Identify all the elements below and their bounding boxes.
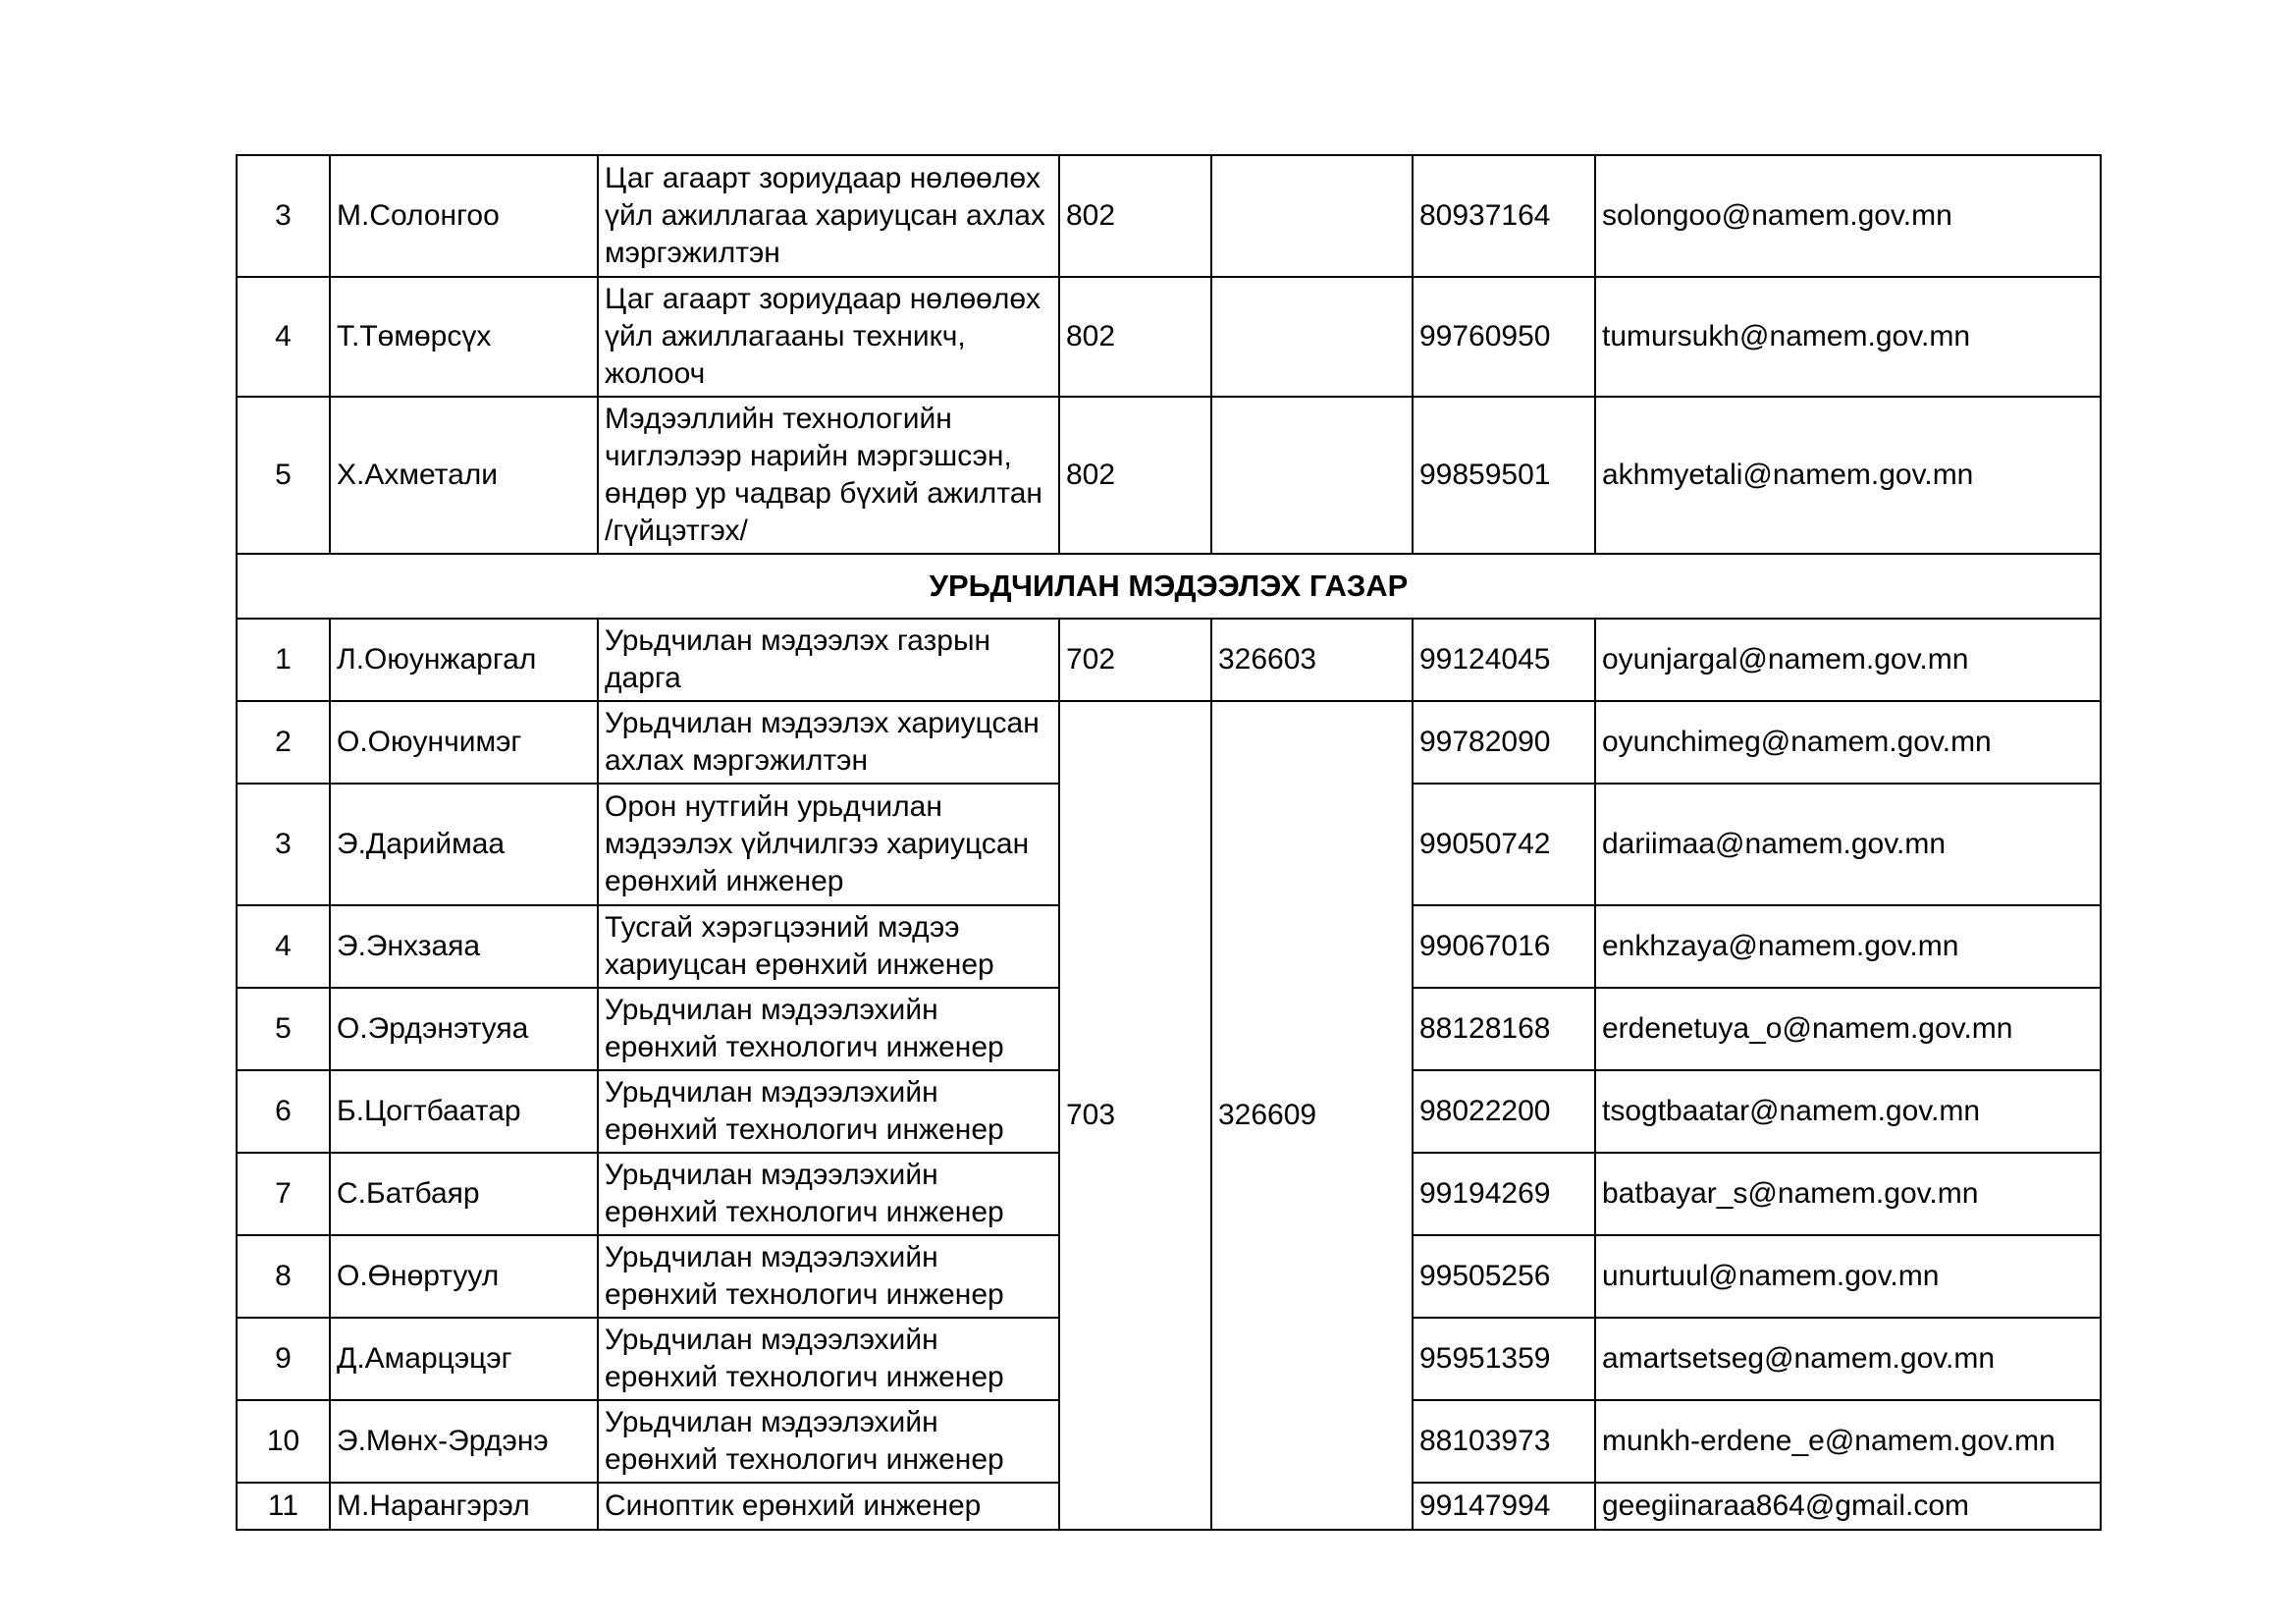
email-cell: tumursukh@namem.gov.mn — [1595, 277, 2101, 397]
position-cell: Урьдчилан мэдээлэхийн ерөнхий технологич инженер — [598, 1235, 1059, 1318]
position-cell: Цаг агаарт зориудаар нөлөөлөх үйл ажиллагаа хариуцсан ахлах мэргэжилтэн — [598, 155, 1059, 277]
position-cell: Тусгай хэрэгцээний мэдээ хариуцсан ерөнхий инженер — [598, 905, 1059, 988]
table-row — [237, 397, 2101, 554]
email-cell: oyunchimeg@namem.gov.mn — [1595, 701, 2101, 784]
name-cell: М.Солонгоо — [330, 155, 598, 277]
row-number-cell: 8 — [237, 1235, 330, 1318]
row-number-cell: 10 — [237, 1400, 330, 1483]
mobile-phone-cell: 99760950 — [1413, 277, 1595, 397]
name-cell: Т.Төмөрсүх — [330, 277, 598, 397]
email-cell: amartsetseg@namem.gov.mn — [1595, 1318, 2101, 1400]
mobile-phone-cell: 95951359 — [1413, 1318, 1595, 1400]
row-number-cell: 11 — [237, 1483, 330, 1530]
position-cell: Урьдчилан мэдээлэхийн ерөнхий технологич инженер — [598, 1070, 1059, 1153]
mobile-phone-cell: 99067016 — [1413, 905, 1595, 988]
row-number-cell: 4 — [237, 277, 330, 397]
position-cell: Синоптик ерөнхий инженер — [598, 1483, 1059, 1530]
name-cell: О.Өнөртуул — [330, 1235, 598, 1318]
email-cell: munkh-erdene_e@namem.gov.mn — [1595, 1400, 2101, 1483]
internal-phone-cell: 802 — [1059, 155, 1211, 277]
table-row — [237, 277, 2101, 397]
name-cell: М.Нарангэрэл — [330, 1483, 598, 1530]
office-phone-cell: 326603 — [1211, 619, 1413, 701]
table-row — [237, 619, 2101, 701]
name-cell: Э.Дариймаа — [330, 784, 598, 905]
email-cell: tsogtbaatar@namem.gov.mn — [1595, 1070, 2101, 1153]
email-cell: akhmyetali@namem.gov.mn — [1595, 397, 2101, 554]
email-cell: erdenetuya_o@namem.gov.mn — [1595, 988, 2101, 1070]
position-cell: Цаг агаарт зориудаар нөлөөлөх үйл ажиллагааны техникч, жолооч — [598, 277, 1059, 397]
row-number-cell: 9 — [237, 1318, 330, 1400]
position-cell: Орон нутгийн урьдчилан мэдээлэх үйлчилгээ хариуцсан ерөнхий инженер — [598, 784, 1059, 905]
mobile-phone-cell: 99859501 — [1413, 397, 1595, 554]
name-cell: Б.Цогтбаатар — [330, 1070, 598, 1153]
mobile-phone-cell: 99050742 — [1413, 784, 1595, 905]
internal-phone-cell: 802 — [1059, 397, 1211, 554]
name-cell: Х.Ахметали — [330, 397, 598, 554]
position-cell: Урьдчилан мэдээлэхийн ерөнхий технологич инженер — [598, 1153, 1059, 1235]
position-cell: Урьдчилан мэдээлэх хариуцсан ахлах мэргэжилтэн — [598, 701, 1059, 784]
email-cell: dariimaa@namem.gov.mn — [1595, 784, 2101, 905]
name-cell: Л.Оюунжаргал — [330, 619, 598, 701]
row-number-cell: 7 — [237, 1153, 330, 1235]
mobile-phone-cell: 99147994 — [1413, 1483, 1595, 1530]
row-number-cell: 3 — [237, 784, 330, 905]
mobile-phone-cell: 80937164 — [1413, 155, 1595, 277]
position-cell: Урьдчилан мэдээлэхийн ерөнхий технологич инженер — [598, 1400, 1059, 1483]
name-cell: Д.Амарцэцэг — [330, 1318, 598, 1400]
position-cell: Урьдчилан мэдээлэхийн ерөнхий технологич инженер — [598, 988, 1059, 1070]
office-phone-cell — [1211, 155, 1413, 277]
email-cell: unurtuul@namem.gov.mn — [1595, 1235, 2101, 1318]
mobile-phone-cell: 99505256 — [1413, 1235, 1595, 1318]
mobile-phone-cell: 88103973 — [1413, 1400, 1595, 1483]
name-cell: С.Батбаяр — [330, 1153, 598, 1235]
name-cell: Э.Энхзаяа — [330, 905, 598, 988]
position-cell: Урьдчилан мэдээлэх газрын дарга — [598, 619, 1059, 701]
staff-directory-table — [236, 154, 2102, 1531]
section-header-row — [237, 554, 2101, 619]
mobile-phone-cell: 99194269 — [1413, 1153, 1595, 1235]
name-cell: Э.Мөнх-Эрдэнэ — [330, 1400, 598, 1483]
row-number-cell: 3 — [237, 155, 330, 277]
mobile-phone-cell: 99124045 — [1413, 619, 1595, 701]
office-phone-cell — [1211, 277, 1413, 397]
row-number-cell: 6 — [237, 1070, 330, 1153]
position-cell: Мэдээллийн технологийн чиглэлээр нарийн мэргэшсэн, өндөр ур чадвар бүхий ажилтан /гүйцэтгэх/ — [598, 397, 1059, 554]
table-row — [237, 155, 2101, 277]
email-cell: geegiinaraa864@gmail.com — [1595, 1483, 2101, 1530]
name-cell: О.Эрдэнэтуяа — [330, 988, 598, 1070]
section-title: УРЬДЧИЛАН МЭДЭЭЛЭХ ГАЗАР — [237, 554, 2101, 619]
table-row — [237, 701, 2101, 784]
email-cell: enkhzaya@namem.gov.mn — [1595, 905, 2101, 988]
mobile-phone-cell: 88128168 — [1413, 988, 1595, 1070]
mobile-phone-cell: 99782090 — [1413, 701, 1595, 784]
row-number-cell: 4 — [237, 905, 330, 988]
office-phone-cell — [1211, 397, 1413, 554]
row-number-cell: 5 — [237, 397, 330, 554]
row-number-cell: 2 — [237, 701, 330, 784]
position-cell: Урьдчилан мэдээлэхийн ерөнхий технологич инженер — [598, 1318, 1059, 1400]
internal-phone-merged-cell: 703 — [1059, 701, 1211, 1530]
row-number-cell: 5 — [237, 988, 330, 1070]
name-cell: О.Оюунчимэг — [330, 701, 598, 784]
row-number-cell: 1 — [237, 619, 330, 701]
email-cell: solongoo@namem.gov.mn — [1595, 155, 2101, 277]
internal-phone-cell: 702 — [1059, 619, 1211, 701]
mobile-phone-cell: 98022200 — [1413, 1070, 1595, 1153]
email-cell: batbayar_s@namem.gov.mn — [1595, 1153, 2101, 1235]
internal-phone-cell: 802 — [1059, 277, 1211, 397]
email-cell: oyunjargal@namem.gov.mn — [1595, 619, 2101, 701]
office-phone-merged-cell: 326609 — [1211, 701, 1413, 1530]
